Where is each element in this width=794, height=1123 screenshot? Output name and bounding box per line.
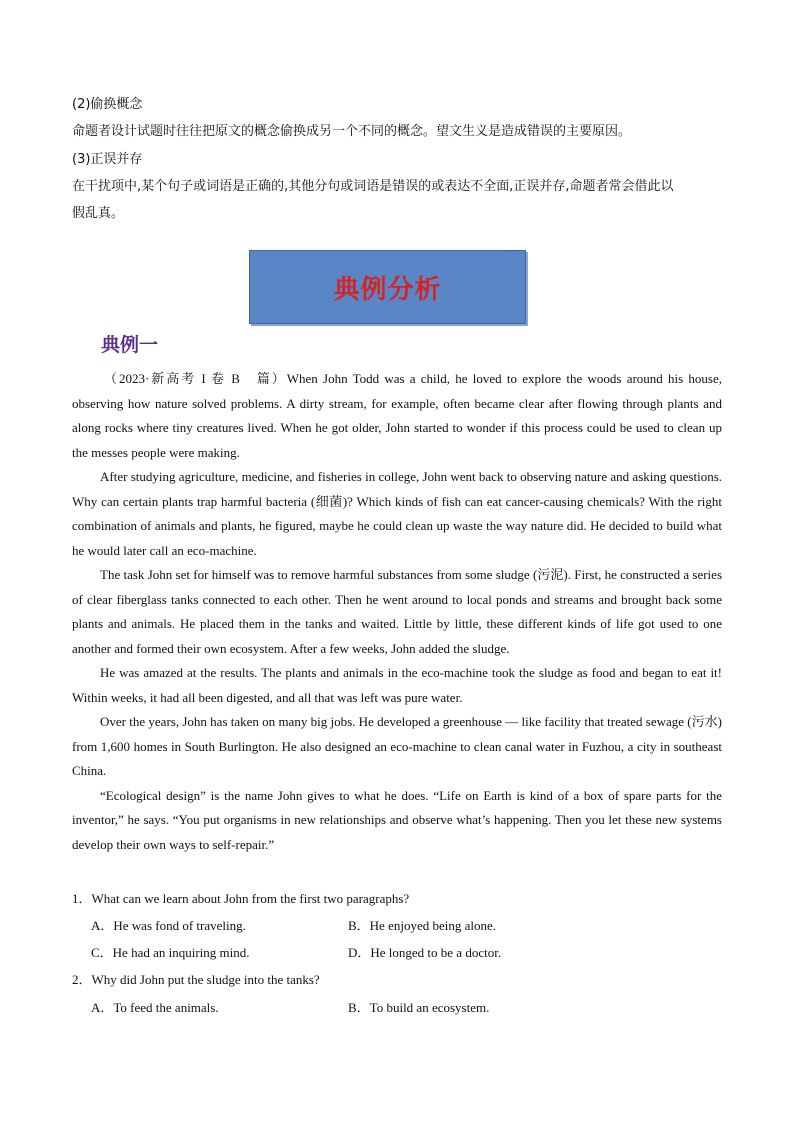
passage-paragraph-2: After studying agriculture, medicine, and fisheries in college, John went back to observing nature and asking questions. Why can certain plants trap harmful bacteria (细菌)? Which kinds of fish can eat cancer-causing chemicals? With the right combination of animals and plants, he figured, maybe he could clean up waste the way nature did. He decided to build what he would later call an eco-machine. — [72, 469, 722, 558]
question-1-option-b: B．He enjoyed being alone. — [348, 918, 497, 933]
intro-item3-text-line1: 在干扰项中,某个句子或词语是正确的,其他分句或词语是错误的或表达不全面,正误并存,命题者常会借此以 — [72, 179, 674, 194]
passage-paragraph-4: He was amazed at the results. The plants and animals in the eco-machine took the sludge as food and began to eat it! Within weeks, it had all been digested, and all that was left was pure water. — [72, 665, 722, 705]
example-title: 典例一 — [101, 334, 159, 356]
question-1-option-d: D．He longed to be a doctor. — [348, 945, 502, 960]
intro-item2-title: (2)偷换概念 — [72, 97, 143, 112]
intro-item3-title: (3)正误并存 — [72, 152, 143, 167]
question-2-option-a: A．To feed the animals. — [91, 1000, 219, 1015]
question-1-stem: 1．What can we learn about John from the first two paragraphs? — [72, 891, 410, 906]
passage-paragraph-3: The task John set for himself was to remove harmful substances from some sludge (污泥). First, he constructed a series of clear fiberglass tanks connected to each other. Then he went around to local ponds and streams and brought back some plants and animals. He placed them in the tanks and waited. Little by little, these different kinds of life got used to one another and formed their own ecosystem. After a few weeks, John added the sludge. — [72, 567, 722, 656]
passage-paragraph-5: Over the years, John has taken on many big jobs. He developed a greenhouse — like facility that treated sewage (污水) from 1,600 homes in South Burlington. He also designed an eco-machine to clean canal water in Fuzhou, a city in southeast China. — [72, 714, 722, 778]
passage-paragraph-1: （2023·新高考 I 卷 B 篇）When John Todd was a child, he loved to explore the woods around his house, observing how nature solved problems. A dirty stream, for example, often became clear after flowing through plants and along rocks where tiny creatures lived. When he got older, John started to wonder if this process could be used to clean up the messes people were making. — [72, 371, 722, 460]
intro-item3-text-line2: 假乱真。 — [72, 206, 125, 221]
passage-paragraph-6: “Ecological design” is the name John gives to what he does. “Life on Earth is kind of a box of spare parts for the inventor,” he says. “You put organisms in new relationships and observe what’s happening. Then you let these new systems develop their own ways to self-repair.” — [72, 787, 722, 852]
question-1-option-c: C．He had an inquiring mind. — [91, 945, 250, 960]
passage — [72, 367, 722, 857]
section-banner-title: 典例分析 — [333, 274, 442, 305]
intro-item2-text: 命题者设计试题时往往把原文的概念偷换成另一个不同的概念。望文生义是造成错误的主要原因。 — [72, 124, 632, 139]
question-2-option-b: B．To build an ecosystem. — [348, 1000, 490, 1015]
section-banner — [249, 250, 526, 324]
question-1-option-a: A．He was fond of traveling. — [91, 918, 246, 933]
question-2-stem: 2．Why did John put the sludge into the tanks? — [72, 972, 320, 987]
